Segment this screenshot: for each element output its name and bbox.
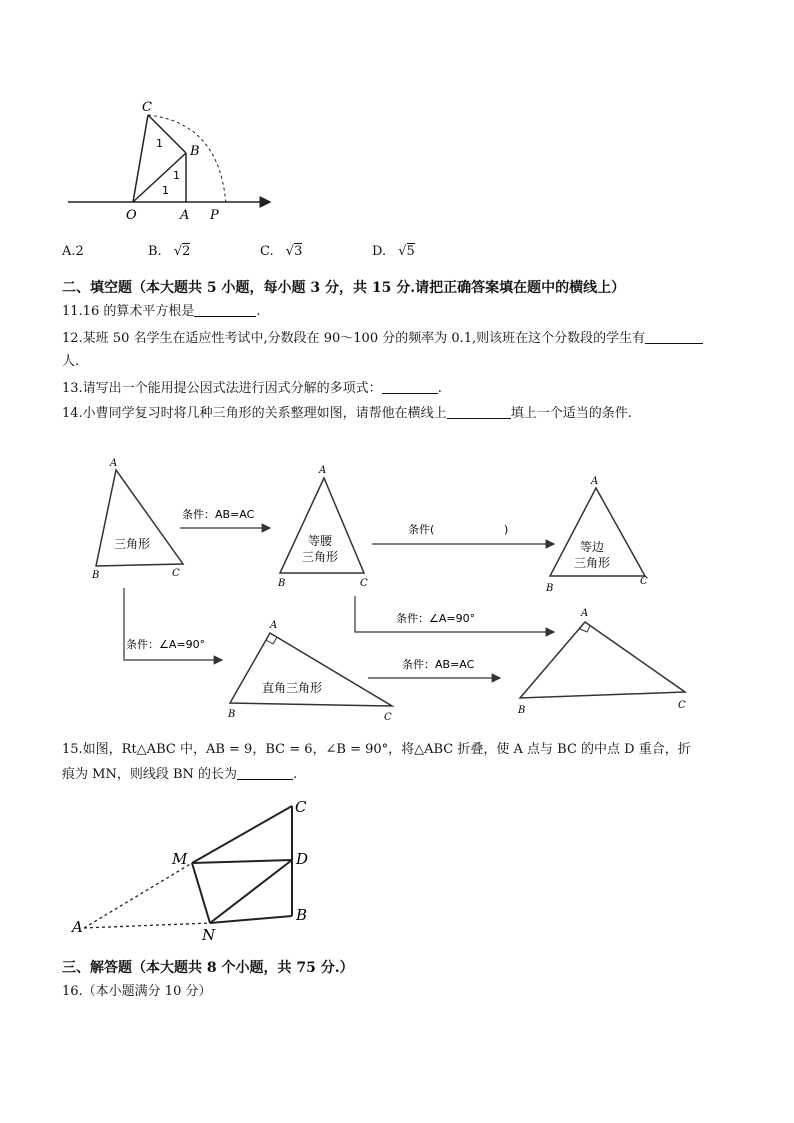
cond-ab-ac-2: 条件：AB=AC: [402, 658, 475, 671]
section3-heading: 三、解答题（本大题共 8 个小题，共 75 分.）: [62, 960, 354, 976]
label-p: P: [210, 208, 219, 223]
cond-blank-close: ): [504, 523, 509, 536]
label-a: A: [180, 208, 190, 223]
tri4-a: A: [270, 620, 278, 631]
dashed-am: [84, 863, 192, 928]
sqrt-sign: √3: [285, 244, 303, 259]
option-c-value: 3: [294, 244, 303, 259]
question-16: 16.（本小题满分 10 分）: [62, 984, 212, 999]
segment-md: [192, 860, 292, 863]
option-a-letter: A.: [62, 244, 76, 259]
tri3-b: B: [546, 583, 554, 594]
label-b: B: [296, 906, 308, 924]
segment-cb: [148, 115, 186, 153]
q14-figure: [80, 448, 720, 728]
question-11: [62, 302, 261, 321]
tri2-b: B: [278, 578, 286, 589]
tri4-c: C: [384, 712, 392, 723]
tri5-c: C: [678, 700, 686, 711]
seg-label-2: 1: [173, 169, 180, 182]
label-n: N: [202, 926, 216, 944]
cond-a90-right: 条件：∠A=90°: [396, 612, 476, 625]
q10-figure: [60, 95, 280, 225]
q14-text: 14.小曹同学复习时将几种三角形的关系整理如图，请帮他在横线上: [62, 406, 447, 421]
label-m: M: [172, 850, 188, 868]
triangle-right-isosceles: [520, 622, 685, 698]
q11-answer-blank[interactable]: [194, 302, 256, 317]
segment-nb: [210, 916, 292, 923]
question-14: [62, 404, 632, 423]
cond-blank-open: 条件(: [408, 523, 435, 536]
tri3-label1: 等边: [580, 540, 605, 554]
q15-answer-blank[interactable]: [237, 765, 293, 780]
segment-mc: [192, 806, 292, 863]
tri1-a: A: [110, 458, 118, 469]
tri1-b: B: [92, 570, 100, 581]
tri3-a: A: [591, 476, 599, 487]
tri5-a: A: [581, 608, 589, 619]
label-o: O: [126, 208, 137, 223]
tri4-b: B: [228, 709, 236, 720]
tri4-label: 直角三角形: [262, 681, 323, 695]
q13-text: 13.请写出一个能用提公因式法进行因式分解的多项式：: [62, 381, 382, 396]
tri2-label1: 等腰: [308, 534, 333, 548]
tri5-b: B: [518, 705, 526, 716]
question-15-line1: 15.如图，Rt△ABC 中，AB = 9，BC = 6，∠B = 90°，将△ABC 折叠，使 A 点与 BC 的中点 D 重合，折: [62, 742, 691, 757]
option-d[interactable]: [372, 244, 415, 259]
triangle-right: [230, 633, 392, 706]
cond-ab-ac: 条件：AB=AC: [182, 508, 255, 521]
q12-line2: 人.: [62, 354, 80, 369]
segment-nd: [210, 860, 292, 923]
label-c: C: [295, 798, 307, 816]
option-d-value: 5: [406, 244, 415, 259]
cond-a90-left: 条件：∠A=90°: [126, 638, 206, 651]
seg-label-1: 1: [156, 137, 163, 150]
q15-text: 痕为 MN，则线段 BN 的长为: [62, 767, 238, 782]
question-13: [62, 379, 442, 398]
arc-cp: [148, 115, 226, 205]
option-b-letter: B.: [148, 244, 162, 259]
q14-end: 填上一个适当的条件.: [510, 406, 632, 421]
label-a: A: [72, 918, 83, 936]
section2-heading: 二、填空题（本大题共 5 小题，每小题 3 分，共 15 分.请把正确答案填在题中的横线上）: [62, 280, 626, 296]
q15-end: .: [293, 767, 298, 782]
option-a-value: 2: [75, 244, 84, 259]
triangle-general: [96, 470, 183, 566]
sqrt-sign: √2: [173, 244, 191, 259]
seg-label-3: 1: [162, 184, 169, 197]
tri1-label: 三角形: [114, 537, 151, 551]
dashed-an: [84, 923, 210, 928]
question-12: [62, 329, 703, 348]
q13-end: .: [437, 381, 442, 396]
segment-oc: [133, 115, 148, 202]
option-c-letter: C.: [260, 244, 274, 259]
option-b[interactable]: [148, 244, 190, 259]
q12-answer-blank[interactable]: [645, 329, 703, 344]
tri3-c: C: [640, 576, 648, 587]
option-b-value: 2: [182, 244, 191, 259]
tri2-label2: 三角形: [302, 550, 339, 564]
label-b: B: [190, 144, 200, 159]
q11-text: 11.16 的算术平方根是: [62, 304, 195, 319]
question-15-line2: [62, 765, 297, 784]
q15-figure: [62, 790, 322, 946]
q10-options: [62, 244, 462, 266]
option-c[interactable]: [260, 244, 302, 259]
q11-end: .: [256, 304, 261, 319]
tri3-label2: 三角形: [574, 556, 611, 570]
tri2-a: A: [319, 465, 327, 476]
q14-answer-blank[interactable]: [447, 404, 511, 419]
option-d-letter: D.: [372, 244, 387, 259]
segment-mn: [192, 863, 210, 923]
q12-text: 12.某班 50 名学生在适应性考试中,分数段在 90～100 分的频率为 0.1,则该班在这个分数段的学生有: [62, 331, 646, 346]
sqrt-sign: √5: [398, 244, 415, 259]
option-a[interactable]: [62, 244, 84, 259]
tri1-c: C: [172, 568, 180, 579]
label-d: D: [296, 850, 309, 868]
label-c: C: [142, 100, 152, 115]
q13-answer-blank[interactable]: [382, 379, 438, 394]
tri2-c: C: [360, 578, 368, 589]
